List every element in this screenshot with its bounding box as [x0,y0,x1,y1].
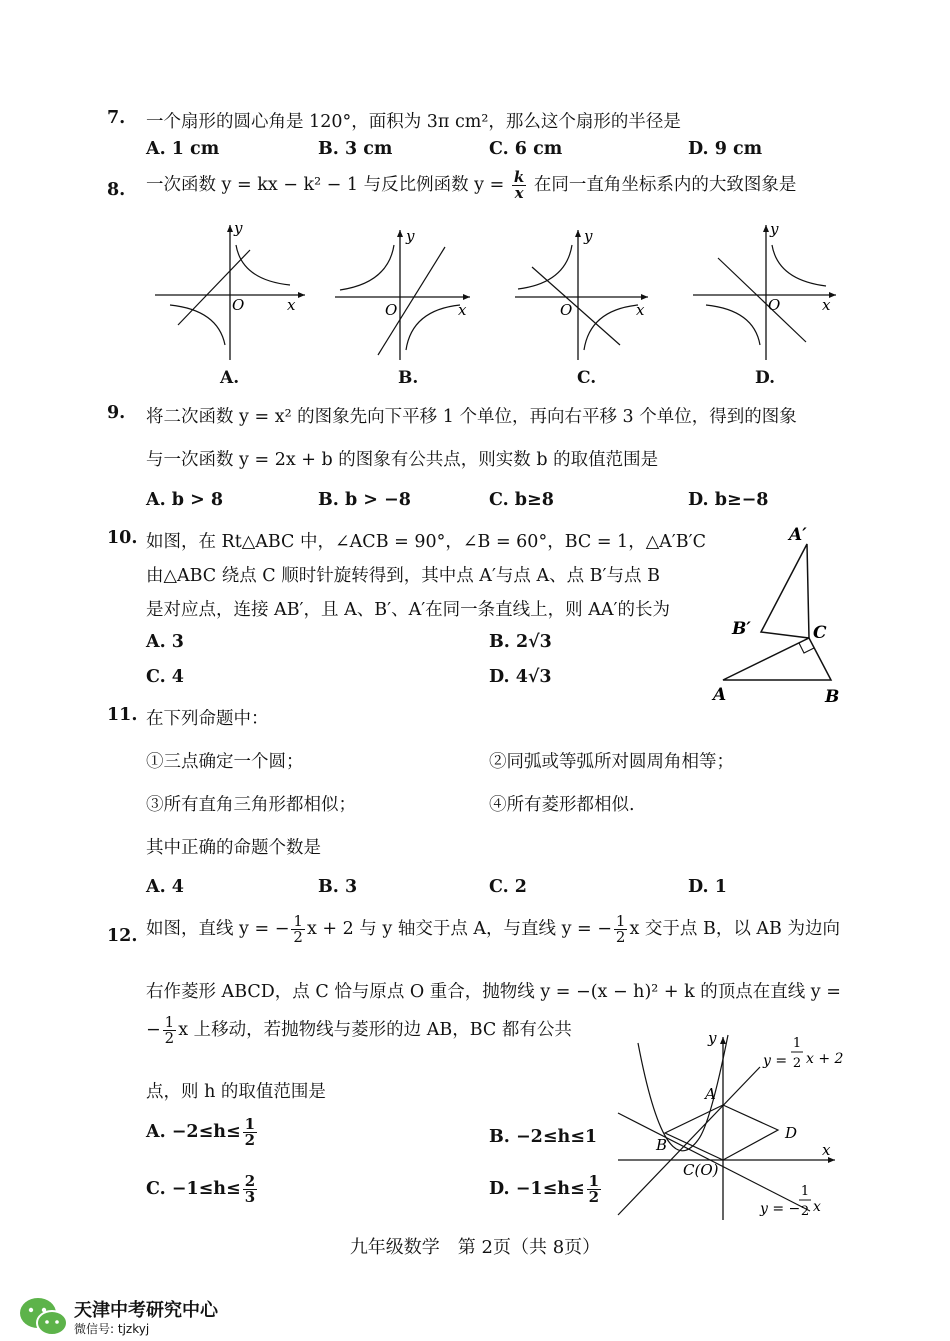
logo-name: 天津中考研究中心 [74,1300,218,1321]
q8-a-y-label: y [234,220,243,237]
q12-fig-co: C(O) [683,1161,719,1179]
q8-a-x-label: x [287,296,296,314]
q8-c-x-label: x [636,301,645,319]
q11-stem: 在下列命题中： [146,709,269,729]
q8-graph-a [150,220,310,365]
q8-frac-den: x [514,184,524,202]
q9-line1: 将二次函数 y = x² 的图象先向下平移 1 个单位，再向右平移 3 个单位，得到的图象 [146,407,797,427]
q11-option-a: A. 4 [146,877,184,897]
q12-option-c-den: 3 [244,1188,256,1206]
q10-option-c: C. 4 [146,667,184,687]
q12-line2: 右作菱形 ABCD，点 C 恰与原点 O 重合，抛物线 y = −(x − h)² + k 的顶点在直线 y = [146,982,841,1002]
q10-figure [705,520,855,710]
q10-label-c: C [813,623,827,643]
q10-option-d: D. 4√3 [489,667,552,687]
q11-ask: 其中正确的命题个数是 [146,838,321,858]
q12-line4: 点，则 h 的取值范围是 [146,1082,326,1102]
q8-frac-num: k [513,168,525,186]
q12-frac-num: 1 [615,912,626,930]
q12-fig-line2-rhs: x [813,1199,821,1215]
q8-graph-c [510,225,660,365]
q8-graph-b [330,225,480,365]
q9-option-c: C. b≥8 [489,490,554,510]
q9-option-a: A. b > 8 [146,490,224,510]
q9-option-d: D. b≥−8 [688,490,769,510]
q12-line3 [146,1015,572,1046]
q12-fig-line2-lhs: y = − [760,1201,801,1217]
q11-option-c: C. 2 [489,877,527,897]
q8-stem-part1: 一次函数 y = kx − k² − 1 与反比例函数 y = [146,175,505,195]
q12-line3-minus: − [146,1020,161,1040]
q12-frac-den: 2 [615,928,626,946]
q12-option-d [489,1174,603,1205]
q8-d-origin: O [768,296,781,314]
q7-option-b: B. 3 cm [318,139,393,159]
q12-fig-line1-den: 2 [792,1056,802,1071]
q12-line1-frac2 [614,914,628,945]
q12-fig-d: D [785,1124,798,1142]
q7-option-c: C. 6 cm [489,139,563,159]
q8-stem-part2: 在同一直角坐标系内的大致图象是 [533,175,797,195]
q10-line3: 是对应点，连接 AB′，且 A、B′、A′在同一条直线上，则 AA′的长为 [146,600,670,620]
q12-option-c-text: C. −1≤h≤ [146,1179,241,1199]
q12-option-c [146,1174,259,1205]
q8-number: 8. [107,180,126,200]
q12-option-d-frac [587,1174,601,1205]
q8-d-y-label: y [770,220,779,238]
q12-line3-frac [163,1015,177,1046]
q12-option-a-den: 2 [244,1131,256,1149]
q11-number: 11. [107,705,138,725]
q12-fig-b: B [656,1136,668,1154]
q11-prop-2: ②同弧或等弧所对圆周角相等； [489,752,734,772]
q12-frac-num: 1 [293,912,303,930]
q12-fig-line2-num: 1 [800,1184,810,1199]
q12-figure [610,1025,850,1225]
q12-option-d-text: D. −1≤h≤ [489,1179,585,1199]
q8-d-x-label: x [822,296,831,314]
q12-option-a-num: 1 [244,1115,256,1133]
q12-fig-line1-num: 1 [792,1036,802,1051]
q12-frac-num: 1 [164,1013,175,1031]
q7-option-a: A. 1 cm [146,139,220,159]
q12-number: 12. [107,926,138,946]
q12-option-d-den: 2 [588,1188,600,1206]
q12-line3-text: x 上移动，若抛物线与菱形的边 AB，BC 都有公共 [178,1020,572,1040]
q12-option-a [146,1117,259,1148]
q12-option-a-frac [243,1117,257,1148]
q12-frac-den: 2 [164,1029,175,1047]
q12-fig-line1-lhs: y = [763,1053,788,1069]
q11-prop-4: ④所有菱形都相似. [489,795,635,815]
q10-line2: 由△ABC 绕点 C 顺时针旋转得到，其中点 A′与点 A、点 B′与点 B [146,566,660,586]
q12-option-c-frac [243,1174,257,1205]
q11-prop-1: ①三点确定一个圆； [146,752,304,772]
logo-wechat-id: 微信号: tjzkyj [74,1322,150,1336]
q8-c-origin: O [560,301,573,319]
q7-number: 7. [107,108,126,128]
q12-fig-line2-den: 2 [800,1204,810,1219]
q9-number: 9. [107,403,126,423]
q12-frac-den: 2 [293,928,303,946]
page-footer: 九年级数学 第 2页（共 8页） [349,1237,601,1258]
q8-a-origin: O [232,296,245,314]
q8-graph-d [688,220,848,365]
q10-option-b: B. 2√3 [489,632,552,652]
q8-stem [146,170,796,201]
q12-line1-part1: 如图，直线 y = − [146,919,290,939]
q12-fig-x: x [822,1141,831,1159]
q12-line1-part3: x 交于点 B，以 AB 为边向 [629,919,840,939]
q8-graph-c-label: C. [577,368,597,388]
q8-graph-d-label: D. [755,368,776,388]
q7-stem: 一个扇形的圆心角是 120°，面积为 3π cm²，那么这个扇形的半径是 [146,112,681,132]
q12-line1-part2: x + 2 与 y 轴交于点 A，与直线 y = − [306,919,612,939]
q10-label-a-prime: A′ [789,525,807,545]
q12-option-b: B. −2≤h≤1 [489,1127,598,1147]
q10-label-b-prime: B′ [732,619,751,639]
q12-fig-line1-rhs: x + 2 [806,1051,844,1067]
wechat-logo-icon [18,1296,70,1338]
q12-option-a-text: A. −2≤h≤ [146,1122,241,1142]
q12-line1 [146,914,840,945]
q10-line1: 如图，在 Rt△ABC 中，∠ACB = 90°，∠B = 60°，BC = 1，△A′B′C [146,532,706,552]
q9-line2: 与一次函数 y = 2x + b 的图象有公共点，则实数 b 的取值范围是 [146,450,659,470]
q12-fig-y: y [708,1029,717,1047]
q8-b-origin: O [385,301,398,319]
q12-option-d-num: 1 [588,1172,600,1190]
q8-c-y-label: y [584,227,593,245]
q9-option-b: B. b > −8 [318,490,411,510]
q8-b-x-label: x [458,301,467,319]
q8-fraction [512,170,526,201]
q10-label-a: A [713,685,727,705]
q11-option-d: D. 1 [688,877,727,897]
q11-prop-3: ③所有直角三角形都相似； [146,795,356,815]
q10-number: 10. [107,528,138,548]
q8-graph-b-label: B. [398,368,419,388]
q8-b-y-label: y [406,227,415,245]
q10-option-a: A. 3 [146,632,184,652]
q12-option-c-num: 2 [244,1172,256,1190]
q10-label-b: B [825,687,840,707]
q12-line1-frac1 [291,914,305,945]
q12-fig-a: A [705,1085,716,1103]
q8-graph-a-label: A. [220,368,240,388]
q11-option-b: B. 3 [318,877,358,897]
q7-option-d: D. 9 cm [688,139,763,159]
